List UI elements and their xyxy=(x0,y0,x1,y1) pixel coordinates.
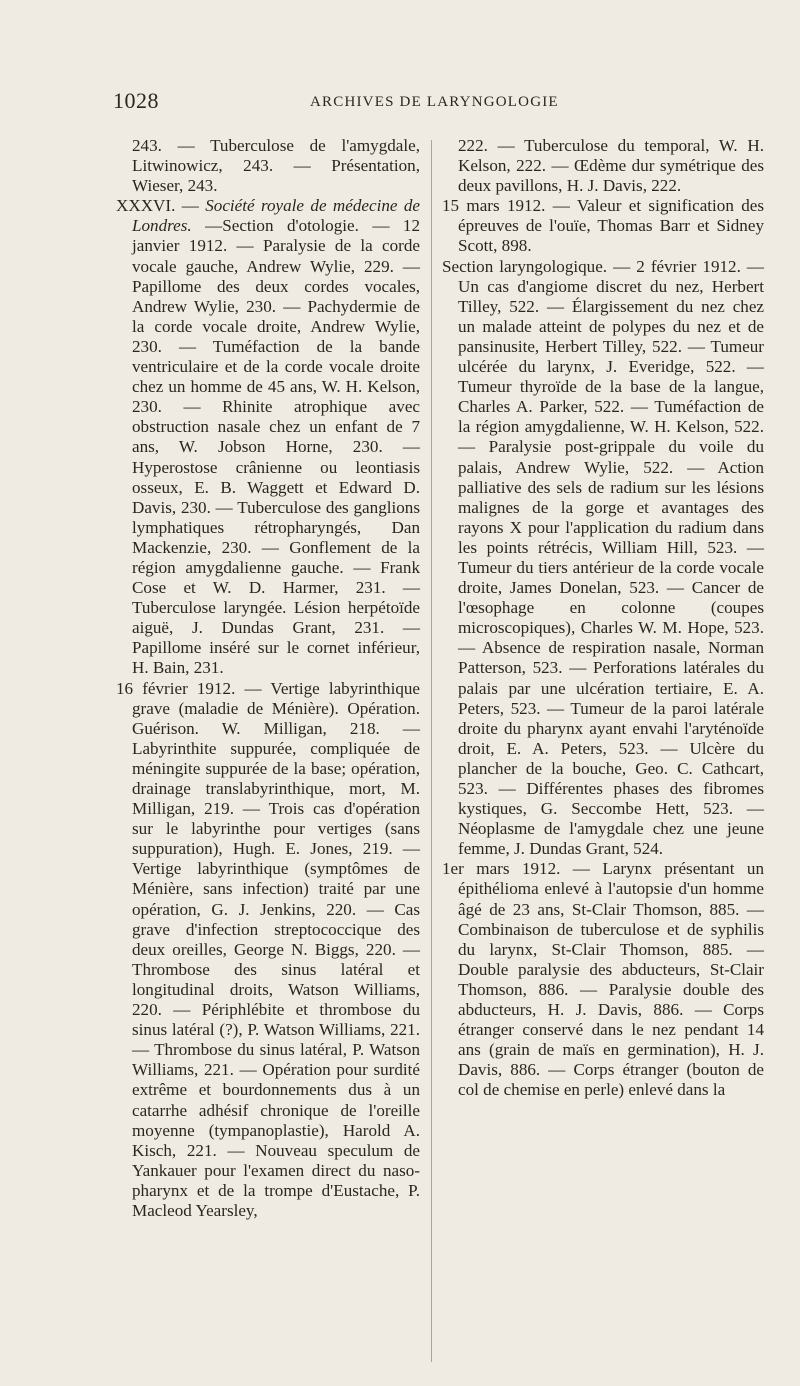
right-column xyxy=(442,136,764,1101)
entry-text: 243. — Tuberculose de l'amygdale, Litwinowicz, 243. — Présentation, Wieser, 243. xyxy=(132,136,420,196)
index-entry xyxy=(116,136,420,196)
page-header xyxy=(0,80,800,120)
entry-text: 15 mars 1912. — Valeur et signification des épreuves de l'ouïe, Thomas Barr et Sidney Scott, 898. xyxy=(442,196,764,256)
index-entry xyxy=(442,859,764,1100)
entry-text: —Section d'otologie. — 12 janvier 1912. — Paralysie de la corde vocale gauche, Andrew Wylie, 229. — Papillome des deux cordes vocales, Andrew Wylie, 230. — Pachydermie de la corde vocale droite, Andrew Wylie, 230. — Tuméfaction de la bande ventriculaire et de la corde vocale droite chez un homme de 45 ans, W. H. Kelson, 230. — Rhinite atrophique avec obstruction nasale chez un enfant de 7 ans, W. Jobson Horne, 230. — Hyperostose crânienne ou leontiasis osseux, E. B. Waggett et Edward D. Davis, 230. — Tuberculose des ganglions lymphatiques rétropharyngés, Dan Mackenzie, 230. — Gonflement de la région amygdalienne gauche. — Frank Cose et W. D. Harmer, 231. — Tuberculose laryngée. Lésion herpétoïde aiguë, J. Dundas Grant, 231. — Papillome inséré sur le cornet inférieur, H. Bain, 231. xyxy=(132,216,420,678)
index-entry xyxy=(442,196,764,256)
running-head: ARCHIVES DE LARYNGOLOGIE xyxy=(310,94,559,110)
index-entry xyxy=(116,679,420,1222)
left-column xyxy=(116,136,420,1221)
society-name: Société royale de médecine de Londres. xyxy=(132,196,420,236)
entry-text: 1er mars 1912. — Larynx présentant un épithélioma enlevé à l'autopsie d'un homme âgé de 23 ans, St-Clair Thomson, 885. — Combinaison de tuberculose et de syphilis du larynx, St-Clair Thomson, 885. — Double paralysie des abducteurs, St-Clair Thomson, 886. — Paralysie double des abducteurs, H. J. Davis, 886. — Corps étranger conservé dans le nez pendant 14 ans (grain de maïs en germination), H. J. Davis, 886. — Corps étranger (bouton de col de chemise en perle) enlevé dans la xyxy=(442,859,764,1100)
column-divider xyxy=(431,140,432,1362)
index-entry xyxy=(442,257,764,860)
entry-text: XXXVI. — xyxy=(116,196,206,216)
page-number: 1028 xyxy=(113,88,159,113)
index-entry xyxy=(442,136,764,196)
index-entry xyxy=(116,196,420,678)
entry-text: 16 février 1912. — Vertige labyrinthique grave (maladie de Ménière). Opération. Guérison. W. Milligan, 218. — Labyrinthite suppurée, compliquée de méningite suppurée de la base; opération, drainage translabyrinthique, mort, M. Milligan, 219. — Trois cas d'opération sur le labyrinthe pour vertiges (sans suppuration), Hugh. E. Jones, 219. — Vertige labyrinthique (symptômes de Ménière, sans infection) traité par une opération, G. J. Jenkins, 220. — Cas grave d'infection streptococcique des deux oreilles, George N. Biggs, 220. — Thrombose des sinus latéral et longitudinal droits, Watson Williams, 220. — Périphlébite et thrombose du sinus latéral (?), P. Watson Williams, 221. — Thrombose du sinus latéral, P. Watson Williams, 221. — Opération pour surdité extrême et bourdonnements dus à un catarrhe adhésif chronique de l'oreille moyenne (tympanoplastie), Harold A. Kisch, 221. — Nouveau speculum de Yankauer pour l'examen direct du naso-pharynx et de la trompe d'Eustache, P. Macleod Yearsley, xyxy=(116,678,420,1220)
entry-text: 222. — Tuberculose du temporal, W. H. Kelson, 222. — Œdème dur symétrique des deux pavillons, H. J. Davis, 222. xyxy=(458,136,764,196)
entry-text: Section laryngologique. — 2 février 1912. — Un cas d'angiome discret du nez, Herbert Tilley, 522. — Élargissement du nez chez un malade atteint de polypes du nez et de pansinusite, Herbert Tilley, 522. — Tumeur ulcérée du larynx, J. Everidge, 522. — Tumeur thyroïde de la base de la langue, Charles A. Parker, 522. — Tuméfaction de la région amygdalienne, W. H. Kelson, 522. — Paralysie post-grippale du voile du palais, Andrew Wylie, 522. — Action palliative des sels de radium sur les lésions malignes de la gorge et avantages des rayons X pour l'application du radium dans les points rétrécis, William Hill, 523. — Tumeur du tiers antérieur de la corde vocale droite, James Donelan, 523. — Cancer de l'œsophage en colonne (coupes microscopiques), Charles W. M. Hope, 523. — Absence de respiration nasale, Norman Patterson, 523. — Perforations latérales du palais par une ulcération tertiaire, E. A. Peters, 523. — Tumeur de la paroi latérale droite du pharynx ayant envahi l'aryténoïde droit, E. A. Peters, 523. — Ulcère du plancher de la bouche, Geo. C. Cathcart, 523. — Différentes phases des fibromes kystiques, G. Seccombe Hett, 523. — Néoplasme de l'amygdale chez une jeune femme, J. Dundas Grant, 524. xyxy=(442,256,764,859)
